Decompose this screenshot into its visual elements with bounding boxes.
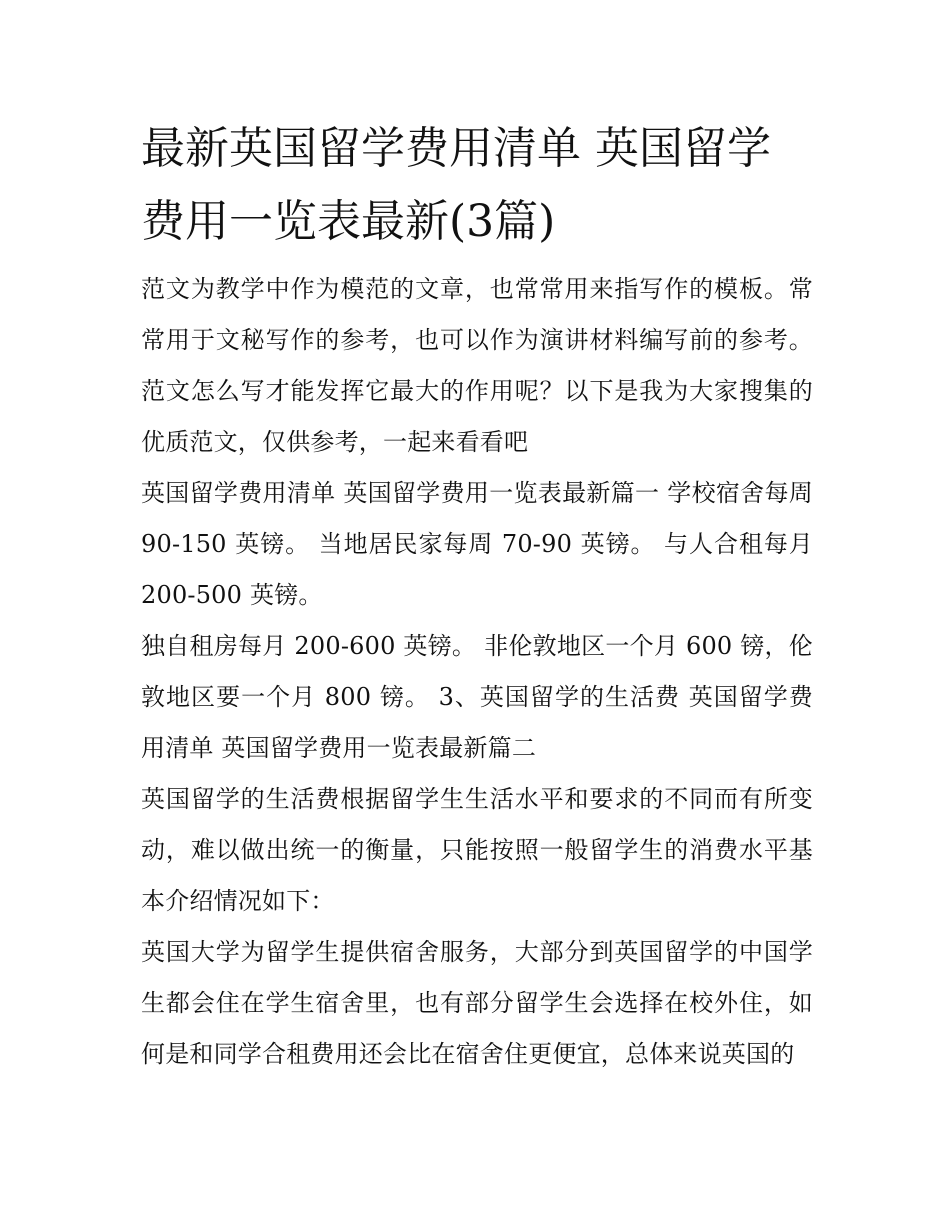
- document-title: 最新英国留学费用清单 英国留学费用一览表最新(3篇): [141, 123, 771, 247]
- paragraph-accommodation: 英国大学为留学生提供宿舍服务，大部分到英国留学的中国学生都会住在学生宿舍里，也有部分留学生会选择在校外住，如何是和同学合租费用还会比在宿舍住更便宜，总体来说英国的: [141, 938, 813, 1068]
- paragraph-part-two: 独自租房每月 200-600 英镑。 非伦敦地区一个月 600 镑，伦敦地区要一个月 800 镑。 3、英国留学的生活费 英国留学费用清单 英国留学费用一览表最新篇二: [141, 632, 813, 762]
- paragraph-living-costs: 英国留学的生活费根据留学生生活水平和要求的不同而有所变动，难以做出统一的衡量，只能按照一般留学生的消费水平基本介绍情况如下：: [141, 785, 813, 915]
- paragraph-part-one: 英国留学费用清单 英国留学费用一览表最新篇一 学校宿舍每周 90-150 英镑。 当地居民家每周 70-90 英镑。 与人合租每月 200-500 英镑。: [141, 479, 813, 609]
- document-content: [141, 112, 813, 1080]
- paragraph-intro: 范文为教学中作为模范的文章，也常常用来指写作的模板。常常用于文秘写作的参考，也可以作为演讲材料编写前的参考。范文怎么写才能发挥它最大的作用呢？以下是我为大家搜集的优质范文，仅供参考，一起来看看吧: [141, 275, 813, 456]
